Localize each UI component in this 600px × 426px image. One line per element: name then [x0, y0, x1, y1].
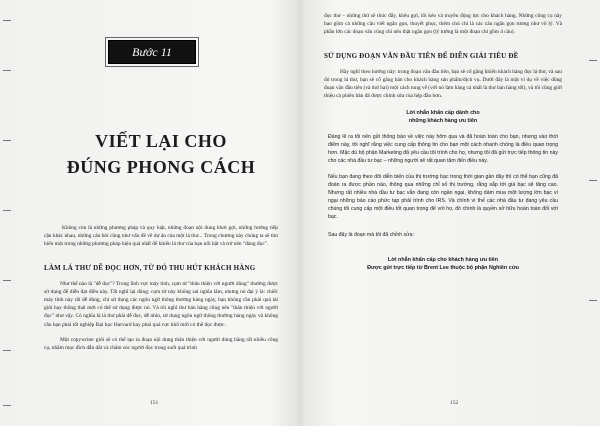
body-paragraph: Như thế nào là "dễ đọc"? Trong lĩnh vực máy tính, cụm từ "thân thiện với người dùng" thường được sử dụng để diễn đạt điều này. Tất nghĩ lại đúng: cụm từ này không sai nghĩa lắm, nhưng nó đại ý là: chiếc máy tính này rất dễ dùng, chỉ sử dụng các ngôn ngữ thông thường hàng ngày, bạn không cần phải quá tài giỏi hay thông thái mới có thể sử dụng được nó. Và tôi nghĩ thư bán hàng cũng nên "thân thiện với người đọc" như vậy. Có nghĩa là lá thư phải dễ đọc, dễ nhìn, sử dụng ngôn ngữ thông thường hàng ngày và không cần bạn phải tốt nghiệp Đại học Harvard hay phải quá cực khổ mới có thể đọc được.	[44, 280, 278, 328]
section-heading: SỬ DỤNG ĐOẠN VĂN ĐẦU TIÊN ĐỂ DIỄN GIẢI TIÊU ĐỀ	[324, 51, 519, 60]
revised-title-line1: Lời nhắn khẩn cấp cho khách hàng ưu tiên	[387, 257, 499, 264]
example-title	[328, 110, 558, 125]
step-label-box	[108, 40, 196, 64]
body-paragraph: Một copywriter giỏi sẽ có thể tạo ra đoạn nội dung thân thiện với người dùng bằng rất nhiều công cụ, nhằm mục đích dẫn dắt và chăm sóc người đọc trong suốt quá trình	[44, 336, 278, 352]
example-title-line2: những khách hàng ưu tiên	[408, 117, 478, 124]
right-page	[300, 0, 600, 426]
example-title-line1: Lời nhắn khẩn cấp dành cho	[406, 110, 480, 117]
example-paragraph: Sau đây là đoạn mà tôi đã chỉnh sửa:	[328, 232, 414, 239]
chapter-title-line1: VIẾT LẠI CHO	[95, 131, 227, 151]
example-paragraph: Đáng lẽ ra tôi nên gửi thông báo về việc này hôm qua và đã hoàn toàn cho bạn, nhưng vào thời điểm này, tôi nghĩ rằng việc cung cấp thông tin cho bạn một cách nhanh chóng là điều quan trọng hơn. Mặc dù bộ phận Marketing đã yêu cầu tôi trình cho họ, nhưng tôi đã gửi trực tiếp thông tin này cho các nhà đầu tư bạc – những người sẽ rất quan tâm đến điều này.	[328, 134, 558, 165]
chapter-title	[44, 128, 278, 180]
chapter-title-line2: ĐÚNG PHONG CÁCH	[66, 157, 256, 177]
body-paragraph: đọc thư – những thứ sẽ thúc đẩy, khêu gợi, lôi kéo và truyền động lực cho khách hàng. Những công cụ này bao gồm cả những câu viết ngắn gọn, thuyết phục, thêm chú chỉ là các câu ngắn gọn tương như vô lý. Và phần lớn các đoạn văn cũng chỉ nên thật ngắn gọn (lý tưởng là một đoạn chỉ gồm 4 câu).	[324, 13, 562, 36]
step-label: Bước 11	[132, 44, 172, 59]
revised-title-line2: Được gửi trực tiếp từ Brent Lee thuộc bộ phận Nghiên cứu	[367, 264, 519, 271]
page-number: 152	[450, 400, 459, 406]
revised-title	[328, 257, 558, 272]
intro-paragraph: Không còn là những phương pháp và quy luật, những đoạn nội dung khơi gợi, những hướng tiếp cận khác nhau, những câu hỏi cũng như vấn đề về dự án của một lá thư... Trong chương này chúng ta sẽ tìm hiểu một trong những phương pháp hiệu quả nhất để khiến lá thư của bạn nổi bật và trở nên "đáng đọc".	[44, 225, 278, 248]
example-paragraph: Nếu bạn đang theo dõi diễn biến của thị trường bạc trong thời gian gần đây thì có thể bạn cũng đã đoán ra được phần nào, thông qua những chỉ số thị trường, rằng sắp tới giá bạc sẽ tăng cao. Nhưng rất nhiều nhà đầu tư bạc vẫn đang còn ngần ngại, không dám mua một lượng lớn bạc vì ngại những bảo cáo phức tạp phải trình cho IRS. Và chính vì thế các nhà đầu tư đang yêu cầu chúng tôi cung cấp một điều tốt quan trọng để với họ, đó chính là quyền sở hữu hoàn toàn đối với bạc.	[328, 174, 558, 221]
example-letter-block	[328, 110, 558, 272]
section-heading: LÀM LÁ THƯ DỄ ĐỌC HƠN, TỪ ĐÓ THU HÚT KHÁCH HÀNG	[44, 263, 256, 272]
body-paragraph: Hãy nghĩ theo hướng này: trong đoạn văn đầu tiên, bạn sẽ cố gắng khiến khách hàng đọc lá thư, và sau đó trong lá thư, bạn sẽ cố gắng bán cho khách hàng sản phẩm/dịch vụ. Dưới đây là một ví dụ về việc dùng đoạn văn đầu tiên (và thứ hai) một cách tung vế (với nó làm hàng cá nhất là thư bán hàng tốt), và tôi cũng giới thiệu cả phiên bản đã được chỉnh sửa của hệp đầu bơn.	[324, 68, 562, 100]
page-number: 151	[150, 400, 159, 406]
